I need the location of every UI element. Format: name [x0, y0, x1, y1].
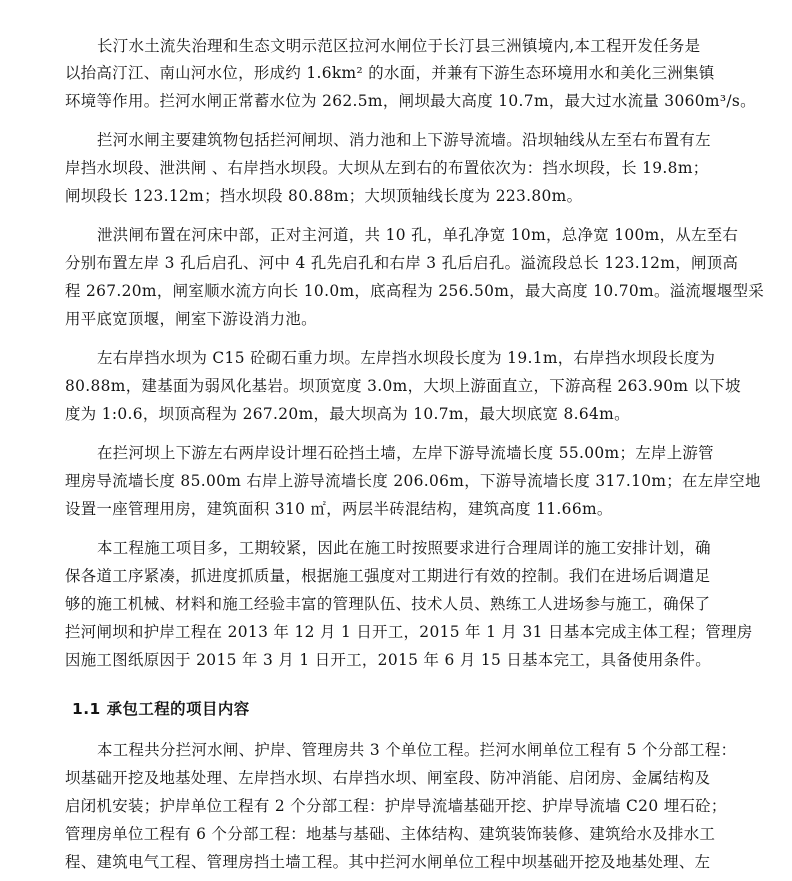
- section-paragraph-line-4: 管理房单位工程有 6 个分部工程：地基与基础、主体结构、建筑装饰装修、建筑给水及排水工: [65, 825, 716, 843]
- paragraph-3-line-4: 用平底宽顶堰，闸室下游设消力池。: [65, 310, 317, 328]
- paragraph-6-line-5: 因施工图纸原因于 2015 年 3 月 1 日开工，2015 年 6 月 15 日基本完工，具备使用条件。: [65, 651, 711, 669]
- paragraph-2-line-2: 岸挡水坝段、泄洪闸 、右岸挡水坝段。大坝从左到右的布置依次为：挡水坝段，长 19.8m；: [65, 159, 709, 177]
- paragraph-4-line-1: 左右岸挡水坝为 C15 砼砌石重力坝。左岸挡水坝段长度为 19.1m，右岸挡水坝段长度为: [97, 349, 716, 367]
- paragraph-5-line-1: 在拦河坝上下游左右两岸设计埋石砼挡土墙，左岸下游导流墙长度 55.00m；左岸上游管: [97, 444, 714, 462]
- paragraph-1-line-1: 长汀水土流失治理和生态文明示范区拉河水闸位于长汀县三洲镇境内,本工程开发任务是: [97, 37, 701, 55]
- section-paragraph-line-2: 坝基础开挖及地基处理、左岸挡水坝、右岸挡水坝、闸室段、防冲消能、启闭房、金属结构及: [65, 769, 711, 787]
- paragraph-6-line-4: 拦河闸坝和护岸工程在 2013 年 12 月 1 日开工，2015 年 1 月 31 日基本完成主体工程；管理房: [65, 623, 753, 641]
- paragraph-1-line-3: 环境等作用。拦河水闸正常蓄水位为 262.5m，闸坝最大高度 10.7m，最大过水流量 3060m³/s。: [65, 92, 756, 110]
- paragraph-6-line-1: 本工程施工项目多，工期较紧，因此在施工时按照要求进行合理周详的施工安排计划，确: [97, 539, 711, 557]
- paragraph-6-line-3: 够的施工机械、材料和施工经验丰富的管理队伍、技术人员、熟练工人进场参与施工，确保了: [65, 595, 711, 613]
- paragraph-3-line-2: 分别布置左岸 3 孔后启孔、河中 4 孔先启孔和右岸 3 孔后启孔。溢流段总长 123.12m，闸顶高: [65, 254, 739, 272]
- section-paragraph-line-1: 本工程共分拦河水闸、护岸、管理房共 3 个单位工程。拦河水闸单位工程有 5 个分部工程：: [97, 741, 737, 759]
- paragraph-4-line-2: 80.88m，建基面为弱风化基岩。坝顶宽度 3.0m，大坝上游面直立，下游高程 263.90m 以下坡: [65, 377, 741, 395]
- paragraph-2-line-1: 拦河水闸主要建筑物包括拦河闸坝、消力池和上下游导流墙。沿坝轴线从左至右布置有左: [97, 131, 711, 149]
- paragraph-5-line-3: 设置一座管理用房，建筑面积 310 ㎡，两层半砖混结构，建筑高度 11.66m。: [65, 500, 613, 518]
- section-paragraph-line-3: 启闭机安装；护岸单位工程有 2 个分部工程：护岸导流墙基础开挖、护岸导流墙 C20 埋石砼；: [65, 797, 727, 815]
- paragraph-3-line-3: 程 267.20m，闸室顺水流方向长 10.0m，底高程为 256.50m，最大高度 10.70m。溢流堰堰型采: [65, 282, 765, 300]
- section-heading: 1.1 承包工程的项目内容: [72, 700, 250, 718]
- paragraph-2-line-3: 闸坝段长 123.12m；挡水坝段 80.88m；大坝顶轴线长度为 223.80m。: [65, 187, 583, 205]
- paragraph-4-line-3: 度为 1:0.6，坝顶高程为 267.20m，最大坝高为 10.7m，最大坝底宽 8.64m。: [65, 405, 630, 423]
- paragraph-3-line-1: 泄洪闸布置在河床中部，正对主河道，共 10 孔，单孔净宽 10m，总净宽 100m，从左至右: [97, 226, 739, 244]
- section-paragraph-line-5: 程、建筑电气工程、管理房挡土墙工程。其中拦河水闸单位工程中坝基础开挖及地基处理、左: [65, 853, 711, 871]
- paragraph-5-line-2: 理房导流墙长度 85.00m 右岸上游导流墙长度 206.06m，下游导流墙长度 317.10m；在左岸空地: [65, 472, 761, 490]
- paragraph-1-line-2: 以抬高汀江、南山河水位，形成约 1.6km² 的水面，并兼有下游生态环境用水和美化三洲集镇: [65, 64, 715, 82]
- paragraph-6-line-2: 保各道工序紧凑，抓进度抓质量，根据施工强度对工期进行有效的控制。我们在进场后调遣足: [65, 567, 711, 585]
